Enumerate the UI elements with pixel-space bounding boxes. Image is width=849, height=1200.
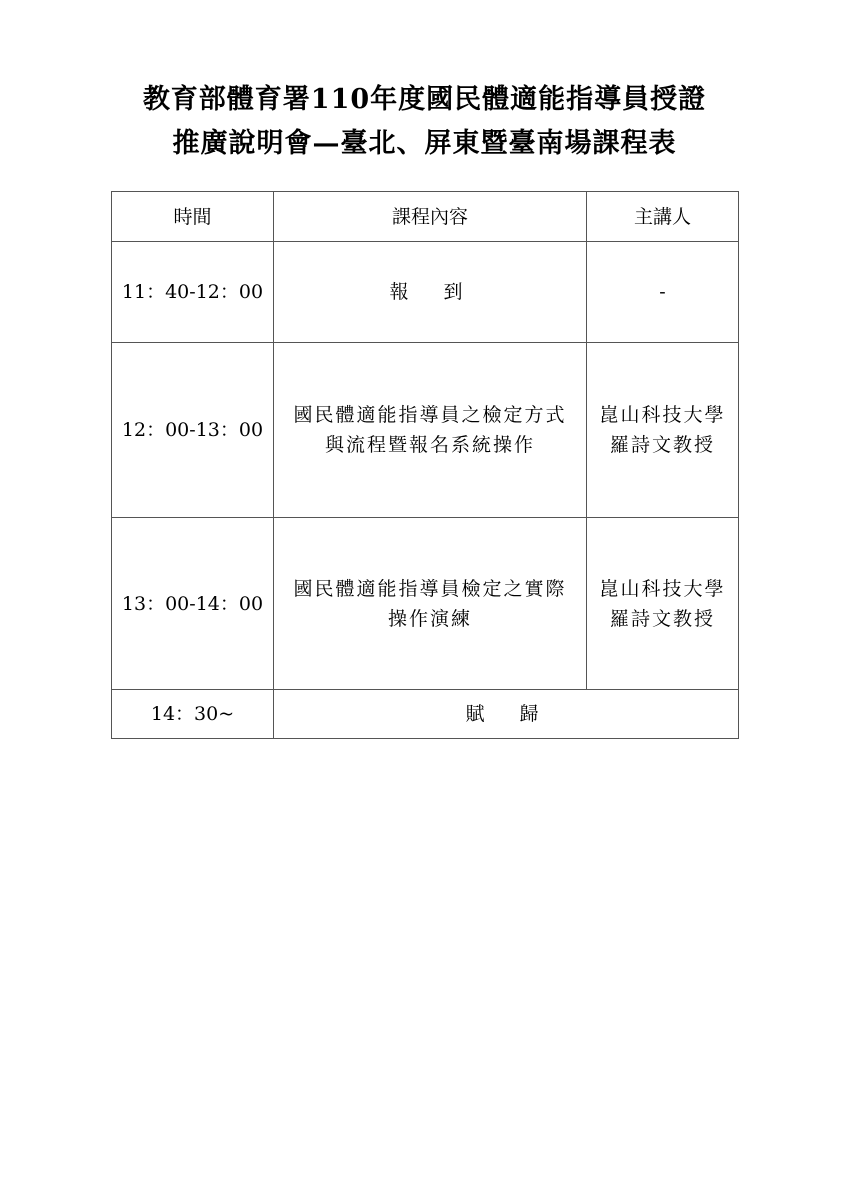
- speaker-affiliation: 崑山科技大學: [599, 577, 726, 600]
- table-header-row: [112, 192, 739, 242]
- content-cell: 報 到: [274, 242, 587, 343]
- header-time: 時間: [112, 192, 274, 242]
- speaker-cell: [587, 343, 739, 518]
- header-content: 課程內容: [274, 192, 587, 242]
- time-cell: 14：30~: [112, 690, 274, 739]
- content-cell: [274, 518, 587, 690]
- speaker-cell: [587, 518, 739, 690]
- content-line: 與流程暨報名系統操作: [324, 434, 535, 456]
- content-cell: [274, 343, 587, 518]
- table-row: [112, 242, 739, 343]
- speaker-name: 羅詩文教授: [609, 434, 715, 456]
- document-title: [0, 78, 849, 166]
- speaker-name: 羅詩文教授: [609, 607, 715, 630]
- speaker-affiliation: 崑山科技大學: [599, 404, 726, 426]
- table-row: [112, 518, 739, 690]
- content-line: 國民體適能指導員之檢定方式: [293, 404, 567, 426]
- time-cell: 11：40-12：00: [112, 242, 274, 343]
- content-line: 國民體適能指導員檢定之實際: [293, 577, 567, 600]
- schedule-table: [111, 191, 739, 739]
- title-line-2: 推廣說明會—臺北、屏東暨臺南場課程表: [172, 128, 677, 159]
- content-line: 操作演練: [387, 607, 472, 630]
- header-speaker: 主講人: [587, 192, 739, 242]
- speaker-cell: -: [587, 242, 739, 343]
- time-cell: 12：00-13：00: [112, 343, 274, 518]
- time-cell: 13：00-14：00: [112, 518, 274, 690]
- table-row: [112, 690, 739, 739]
- title-line-1: 教育部體育署110年度國民體適能指導員授證: [142, 84, 707, 115]
- content-cell: 賦 歸: [274, 690, 739, 739]
- table-row: [112, 343, 739, 518]
